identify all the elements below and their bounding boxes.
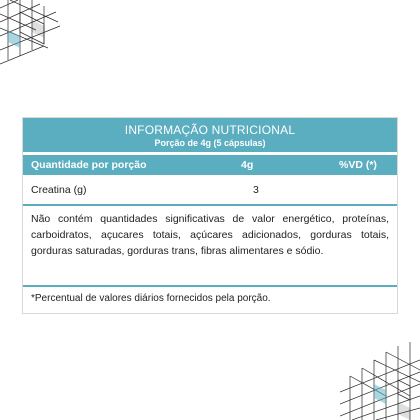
column-header-portion: 4g bbox=[241, 159, 254, 171]
table-header bbox=[23, 118, 397, 152]
column-header-row bbox=[23, 155, 397, 175]
divider bbox=[23, 285, 397, 287]
table-row bbox=[23, 179, 397, 201]
column-header-dv: %VD (*) bbox=[339, 159, 377, 171]
row-nutrient-value: 3 bbox=[253, 184, 259, 196]
table-footnote: *Percentual de valores diários fornecidos pela porção. bbox=[31, 293, 271, 304]
table-title: INFORMAÇÃO NUTRICIONAL bbox=[124, 123, 296, 137]
nutrition-table bbox=[22, 117, 398, 314]
column-header-quantity: Quantidade por porção bbox=[31, 159, 147, 171]
corner-decoration-top-left bbox=[0, 0, 95, 70]
table-note: Não contém quantidades significativas de valor energético, proteínas, carboidratos, açucares totais, açúcares adicionados, gorduras totais, gorduras saturadas, gorduras trans, fibras alimentares e sódio. bbox=[31, 213, 389, 257]
divider bbox=[23, 204, 397, 206]
row-nutrient-name: Creatina (g) bbox=[31, 184, 87, 196]
corner-decoration-bottom-right bbox=[340, 340, 420, 420]
table-subtitle: Porção de 4g (5 cápsulas) bbox=[154, 138, 266, 148]
